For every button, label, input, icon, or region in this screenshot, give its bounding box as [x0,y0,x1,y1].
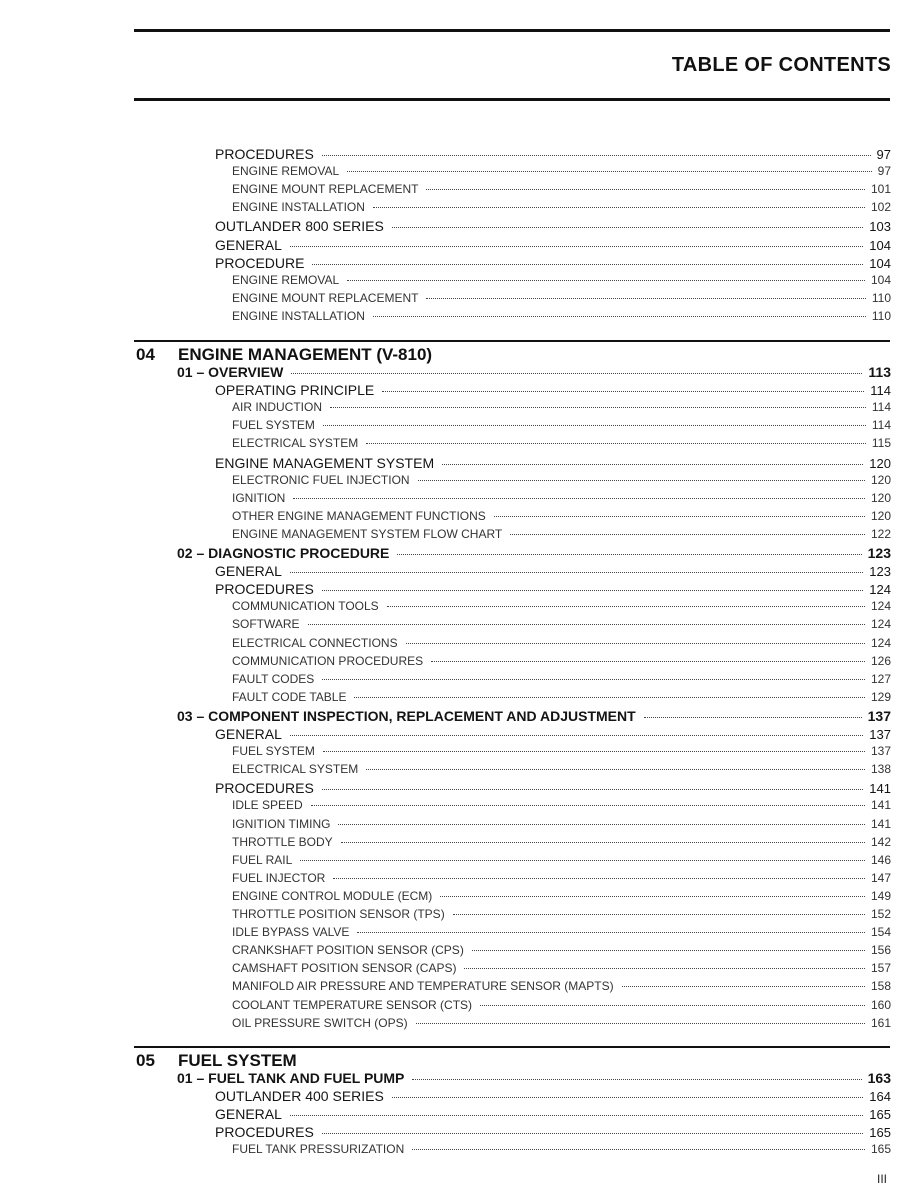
dot-leader [392,227,863,228]
toc-entry-page: 123 [869,564,891,580]
toc-entry[interactable] [232,690,891,704]
toc-entry[interactable] [232,817,891,831]
toc-entry-page: 97 [876,147,891,162]
dot-leader [323,425,866,426]
toc-entry[interactable] [232,853,891,867]
toc-entry-page: 149 [870,888,891,903]
toc-entry-page: 141 [870,816,891,831]
dot-leader [453,914,865,915]
toc-entry[interactable] [232,943,891,957]
dot-leader [416,1023,865,1024]
toc-entry[interactable] [215,382,891,398]
dot-leader [341,842,865,843]
dot-leader [338,824,865,825]
dot-leader [510,534,865,535]
toc-entry-label: ENGINE MOUNT REPLACEMENT [232,182,419,197]
dot-leader [397,554,861,555]
dot-leader [644,717,862,718]
toc-entry-label: THROTTLE POSITION SENSOR (TPS) [232,907,445,921]
toc-entry[interactable] [232,654,891,668]
toc-entry-page: 126 [870,653,891,668]
dot-leader [431,661,865,662]
dot-leader [406,643,865,644]
dot-leader [373,316,866,317]
toc-entry-page: 147 [870,870,891,885]
toc-entry-page: 137 [870,744,891,759]
toc-entry[interactable] [215,455,891,471]
toc-entry-page: 152 [870,907,891,921]
dot-leader [330,407,866,408]
dot-leader [290,735,863,736]
toc-entry-label: GENERAL [215,726,282,742]
toc-entry-label: 03 – COMPONENT INSPECTION, REPLACEMENT AND ADJUSTMENT [177,707,636,724]
dot-leader [322,1133,864,1134]
dot-leader [333,878,865,879]
toc-entry[interactable] [177,708,891,724]
toc-entry-label: IGNITION TIMING [232,816,331,831]
dot-leader [323,751,865,752]
top-rule [134,29,890,32]
toc-entry-page: 122 [870,526,891,541]
toc-entry-label: 02 – DIAGNOSTIC PROCEDURE [177,545,390,561]
toc-entry-label: THROTTLE BODY [232,834,333,849]
toc-entry-label: OPERATING PRINCIPLE [215,382,375,399]
toc-entry-page: 146 [870,852,891,867]
dot-leader [382,391,864,392]
toc-entry[interactable] [177,364,891,380]
dot-leader [293,498,865,499]
toc-entry[interactable] [232,273,891,287]
toc-entry-label: FUEL INJECTOR [232,870,326,885]
toc-entry-label: ENGINE REMOVAL [232,164,340,179]
toc-entry-page: 114 [871,418,891,433]
toc-entry-label: ENGINE MOUNT REPLACEMENT [232,290,419,305]
dot-leader [347,171,872,172]
toc-entry-page: 137 [867,707,891,724]
dot-leader [322,679,865,680]
toc-entry[interactable] [232,1016,891,1030]
toc-entry-page: 165 [869,1107,891,1123]
toc-entry-page: 104 [869,255,891,271]
toc-entry[interactable] [215,563,891,579]
toc-entry-label: IDLE SPEED [232,798,303,813]
toc-entry-page: 124 [870,599,891,614]
dot-leader [354,697,864,698]
toc-entry[interactable] [232,527,891,541]
toc-entry[interactable] [215,726,891,742]
dot-leader [426,298,865,299]
toc-entry[interactable] [232,200,891,214]
toc-entry-label: ELECTRICAL CONNECTIONS [232,635,398,650]
dot-leader [357,932,865,933]
toc-entry-label: FUEL RAIL [232,852,293,867]
toc-entry-label: SOFTWARE [232,617,300,632]
toc-entry-page: 110 [871,308,891,323]
toc-entry-label: 01 – FUEL TANK AND FUEL PUMP [177,1070,405,1086]
toc-entry-label: COMMUNICATION PROCEDURES [232,653,424,668]
toc-entry[interactable] [232,798,891,812]
toc-entry-page: 165 [870,1142,891,1157]
toc-entry-page: 124 [869,582,891,598]
toc-entry-page: 103 [869,219,891,235]
toc-entry[interactable] [232,164,891,178]
toc-entry-page: 158 [870,979,891,994]
dot-leader [480,1005,865,1006]
toc-entry-label: COOLANT TEMPERATURE SENSOR (CTS) [232,997,473,1012]
dot-leader [494,516,865,517]
toc-entry-page: 137 [869,727,891,742]
toc-entry[interactable] [215,1124,891,1140]
section-title: ENGINE MANAGEMENT (V-810) [178,345,433,364]
toc-entry-label: PROCEDURES [215,1124,314,1141]
toc-entry[interactable] [232,418,891,432]
dot-leader [412,1149,865,1150]
toc-entry[interactable] [232,961,891,975]
toc-entry[interactable] [232,925,891,939]
dot-leader [291,373,862,374]
toc-entry-page: 123 [867,545,891,561]
toc-entry-page: 165 [869,1125,891,1141]
toc-entry-label: CRANKSHAFT POSITION SENSOR (CPS) [232,943,464,958]
section-number: 04 [136,345,155,364]
dot-leader [311,805,865,806]
toc-entry-label: PROCEDURES [215,780,314,797]
dot-leader [347,280,865,281]
toc-entry[interactable] [232,291,891,305]
toc-entry[interactable] [215,237,891,253]
dot-leader [290,246,863,247]
toc-entry[interactable] [232,907,891,921]
dot-leader [426,189,865,190]
toc-entry-page: 160 [870,997,891,1012]
dot-leader [322,590,864,591]
toc-entry-label: FUEL SYSTEM [232,744,315,759]
toc-entry-label: FUEL SYSTEM [232,418,315,433]
toc-entry[interactable] [177,545,891,561]
toc-entry-label: FAULT CODE TABLE [232,689,347,704]
toc-entry-label: CAMSHAFT POSITION SENSOR (CAPS) [232,961,457,976]
toc-entry[interactable] [232,400,891,414]
toc-entry-label: ENGINE CONTROL MODULE (ECM) [232,888,433,903]
toc-entry-label: PROCEDURES [215,146,314,162]
dot-leader [373,207,865,208]
toc-entry[interactable] [215,1088,891,1104]
toc-entry[interactable] [232,979,891,993]
section-heading[interactable] [136,345,432,365]
dot-leader [464,968,864,969]
toc-entry-page: 120 [870,508,891,523]
toc-entry[interactable] [232,617,891,631]
toc-entry-page: 114 [871,400,891,415]
toc-entry[interactable] [232,1142,891,1156]
toc-entry[interactable] [232,309,891,323]
toc-entry[interactable] [232,509,891,523]
toc-entry-page: 138 [870,762,891,777]
toc-entry[interactable] [215,581,891,597]
toc-entry-label: GENERAL [215,1106,282,1123]
page-title: TABLE OF CONTENTS [671,54,891,76]
toc-entry[interactable] [232,672,891,686]
dot-leader [366,443,866,444]
dot-leader [472,950,865,951]
toc-entry[interactable] [215,255,891,271]
toc-entry[interactable] [232,835,891,849]
toc-entry-page: 154 [870,925,891,940]
toc-entry[interactable] [232,871,891,885]
toc-entry-label: COMMUNICATION TOOLS [232,599,379,614]
toc-entry[interactable] [215,146,891,162]
toc-entry-label: FUEL TANK PRESSURIZATION [232,1142,405,1157]
toc-entry-label: OUTLANDER 800 SERIES [215,218,384,235]
toc-entry-label: 01 – OVERVIEW [177,364,284,380]
toc-entry-label: PROCEDURE [215,254,305,271]
toc-entry-label: FAULT CODES [232,671,315,686]
section-heading[interactable] [136,1051,297,1071]
toc-entry-page: 129 [870,689,891,704]
toc-entry[interactable] [232,889,891,903]
toc-entry-page: 124 [870,635,891,650]
toc-entry-page: 142 [870,834,891,849]
dot-leader [412,1079,861,1080]
toc-entry[interactable] [232,182,891,196]
toc-entry-page: 141 [869,781,891,797]
toc-entry-page: 120 [870,472,891,487]
dot-leader [300,860,865,861]
toc-entry-label: ELECTRICAL SYSTEM [232,762,359,777]
toc-entry[interactable] [232,998,891,1012]
toc-entry-page: 161 [870,1015,891,1030]
toc-entry-page: 164 [869,1089,891,1105]
toc-entry-page: 115 [871,436,891,451]
toc-entry-label: PROCEDURES [215,581,314,598]
dot-leader [418,480,865,481]
toc-entry-label: OTHER ENGINE MANAGEMENT FUNCTIONS [232,508,486,523]
toc-entry-page: 124 [870,617,891,632]
toc-entry-label: IDLE BYPASS VALVE [232,925,350,940]
section-title: FUEL SYSTEM [178,1051,297,1070]
toc-entry-page: 120 [870,490,891,505]
toc-entry-label: ENGINE INSTALLATION [232,308,365,323]
toc-entry-label: AIR INDUCTION [232,400,322,415]
toc-entry-label: ENGINE MANAGEMENT SYSTEM FLOW CHART [232,526,503,541]
toc-entry[interactable] [232,636,891,650]
toc-entry-page: 104 [870,272,891,287]
toc-entry-page: 102 [870,200,891,215]
toc-entry-label: MANIFOLD AIR PRESSURE AND TEMPERATURE SENSOR (MAPTS) [232,979,614,994]
toc-entry[interactable] [232,762,891,776]
toc-entry-label: IGNITION [232,490,286,505]
toc-entry-page: 157 [870,961,891,976]
section-rule [134,340,890,342]
toc-entry-label: ENGINE REMOVAL [232,272,340,287]
toc-entry-page: 101 [870,182,891,197]
toc-entry-page: 156 [870,943,891,958]
dot-leader [366,769,865,770]
toc-entry-label: ENGINE INSTALLATION [232,200,365,215]
dot-leader [387,606,865,607]
section-rule [134,1046,890,1048]
dot-leader [442,464,863,465]
toc-entry-label: OUTLANDER 400 SERIES [215,1088,384,1105]
toc-entry[interactable] [215,1106,891,1122]
toc-entry-label: OIL PRESSURE SWITCH (OPS) [232,1015,408,1030]
toc-entry-page: 127 [870,671,891,686]
page-number: III [876,1172,887,1186]
dot-leader [290,1115,863,1116]
dot-leader [290,572,863,573]
toc-entry-label: GENERAL [215,563,282,580]
dot-leader [440,896,865,897]
dot-leader [312,264,863,265]
toc-entry[interactable] [232,744,891,758]
toc-entry-page: 120 [869,455,891,471]
toc-entry-label: ELECTRONIC FUEL INJECTION [232,472,410,487]
toc-entry[interactable] [232,491,891,505]
dot-leader [322,155,871,156]
dot-leader [622,986,865,987]
toc-entry-page: 163 [867,1070,891,1086]
toc-entry-page: 104 [869,237,891,253]
dot-leader [308,624,865,625]
toc-entry-label: ENGINE MANAGEMENT SYSTEM [215,454,435,471]
toc-entry[interactable] [177,1070,891,1086]
toc-entry[interactable] [215,780,891,796]
toc-entry-label: GENERAL [215,236,282,253]
toc-entry-label: ELECTRICAL SYSTEM [232,436,359,451]
toc-entry[interactable] [232,599,891,613]
title-rule [134,98,890,101]
dot-leader [392,1097,863,1098]
toc-entry-page: 141 [870,798,891,813]
toc-entry[interactable] [215,218,891,234]
section-number: 05 [136,1051,155,1070]
toc-entry-page: 114 [870,383,891,399]
toc-entry-page: 113 [868,364,891,380]
toc-entry[interactable] [232,436,891,450]
dot-leader [322,789,864,790]
toc-entry[interactable] [232,473,891,487]
toc-entry-page: 110 [871,290,891,305]
toc-entry-page: 97 [877,164,891,179]
